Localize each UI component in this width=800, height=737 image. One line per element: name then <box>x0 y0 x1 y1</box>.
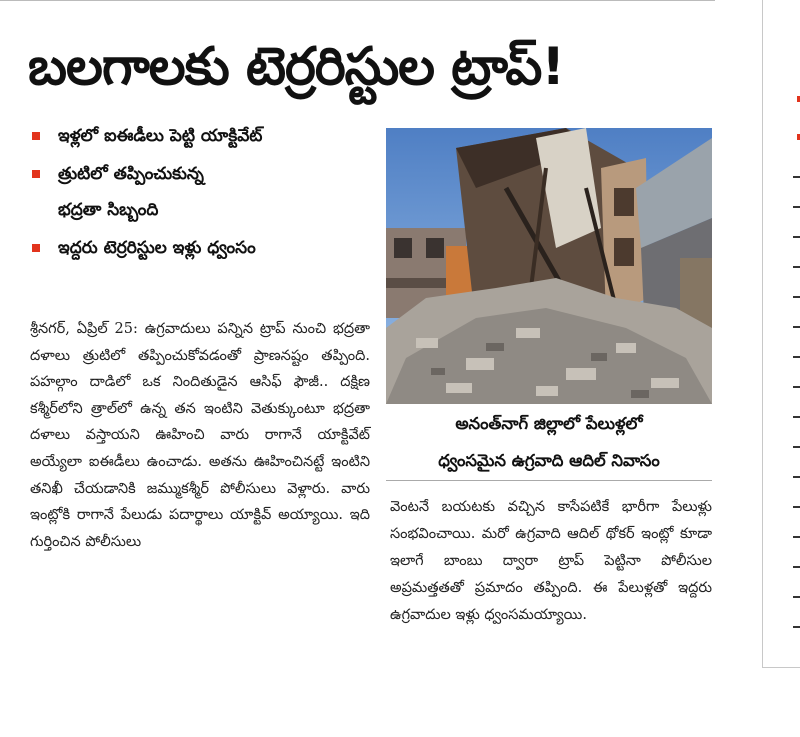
photo-caption <box>386 404 712 481</box>
adjacent-text-fragment <box>793 446 800 448</box>
adjacent-text-fragment <box>793 386 800 388</box>
adjacent-text-fragment <box>793 326 800 328</box>
top-divider <box>0 0 715 5</box>
caption-line-2: ధ్వంసమైన ఉగ్రవాది ఆదిల్ నివాసం <box>438 451 660 470</box>
caption-line-1: అనంత్‌నాగ్ జిల్లాలో పేలుళ్లలో <box>455 414 643 433</box>
bullet-point <box>30 236 380 260</box>
adjacent-column-divider <box>762 0 763 668</box>
article-headline: బలగాలకు టెర్రరిస్టుల ట్రాప్! <box>28 37 565 97</box>
adjacent-text-fragment <box>793 596 800 598</box>
news-photo <box>386 128 712 404</box>
adjacent-text-fragment <box>793 266 800 268</box>
adjacent-text-fragment <box>793 176 800 178</box>
adjacent-column-bottom-rule <box>762 667 800 668</box>
red-square-icon <box>32 244 40 252</box>
adjacent-text-fragment <box>793 536 800 538</box>
red-square-icon <box>32 170 40 178</box>
bullet-point <box>30 124 380 148</box>
adjacent-text-fragment <box>793 566 800 568</box>
adjacent-text-fragment <box>793 356 800 358</box>
collapsed-house-illustration <box>386 128 712 404</box>
bullet-text-continued: భద్రతా సిబ్బంది <box>58 200 159 220</box>
adjacent-text-fragment <box>793 206 800 208</box>
bullet-text: ఇళ్లలో ఐఈడీలు పెట్టి యాక్టివేట్ <box>58 126 263 146</box>
article-body-column-right: వెంటనే బయటకు వచ్చిన కాసేపటికే భారీగా పేలుళ్లు సంభవించాయి. మరో ఉగ్రవాది ఆదిల్ థోకర్ ఇంట్లో కూడా ఇలాగే బాంబు ద్వారా ట్రాప్ పెట్టినా పోలీసుల అప్రమత్తతతో ప్రమాదం తప్పింది. ఈ పేలుళ్లతో ఇద్దరు ఉగ్రవాదుల ఇళ్లు ధ్వంసమయ్యాయి. <box>390 499 712 623</box>
bullet-text: ఇద్దరు టెర్రరిస్టుల ఇళ్లు ధ్వంసం <box>58 238 256 258</box>
bullet-text: త్రుటిలో తప్పించుకున్న <box>58 164 204 184</box>
article-body-column-left: శ్రీనగర్, ఏప్రిల్ 25: ఉగ్రవాదులు పన్నిన ట్రాప్ నుంచి భద్రతా దళాలు త్రుటిలో తప్పించుకోవడంతో ప్రాణనష్టం తప్పింది. పహల్గాం దాడిలో ఒక నిందితుడైన ఆసిఫ్ ఫౌజీ.. దక్షిణ కశ్మీర్‌లోని త్రాల్‌లో ఉన్న తన ఇంటిని వెతుక్కుంటూ భద్రతా దళాలు వస్తాయని ఊహించి వారు రాగానే యాక్టివేట్ అయ్యేలా ఐఈడీలు ఉంచాడు. అతను ఊహించినట్టే ఇంటిని తనిఖీ చేయడానికి జమ్ముకశ్మీర్ పోలీసులు వెళ్లారు. వారు ఇంట్లోకి రాగానే పేలుడు పదార్థాలు యాక్టివ్ అయ్యాయి. ఇది గుర్తించిన పోలీసులు <box>30 321 370 550</box>
red-square-icon <box>32 132 40 140</box>
adjacent-text-fragment <box>793 416 800 418</box>
bullet-point <box>30 162 380 222</box>
highlight-bullets <box>30 124 380 274</box>
adjacent-text-fragment <box>793 476 800 478</box>
adjacent-text-fragment <box>793 506 800 508</box>
adjacent-text-fragment <box>793 626 800 628</box>
adjacent-text-fragment <box>793 236 800 238</box>
adjacent-text-fragment <box>793 296 800 298</box>
